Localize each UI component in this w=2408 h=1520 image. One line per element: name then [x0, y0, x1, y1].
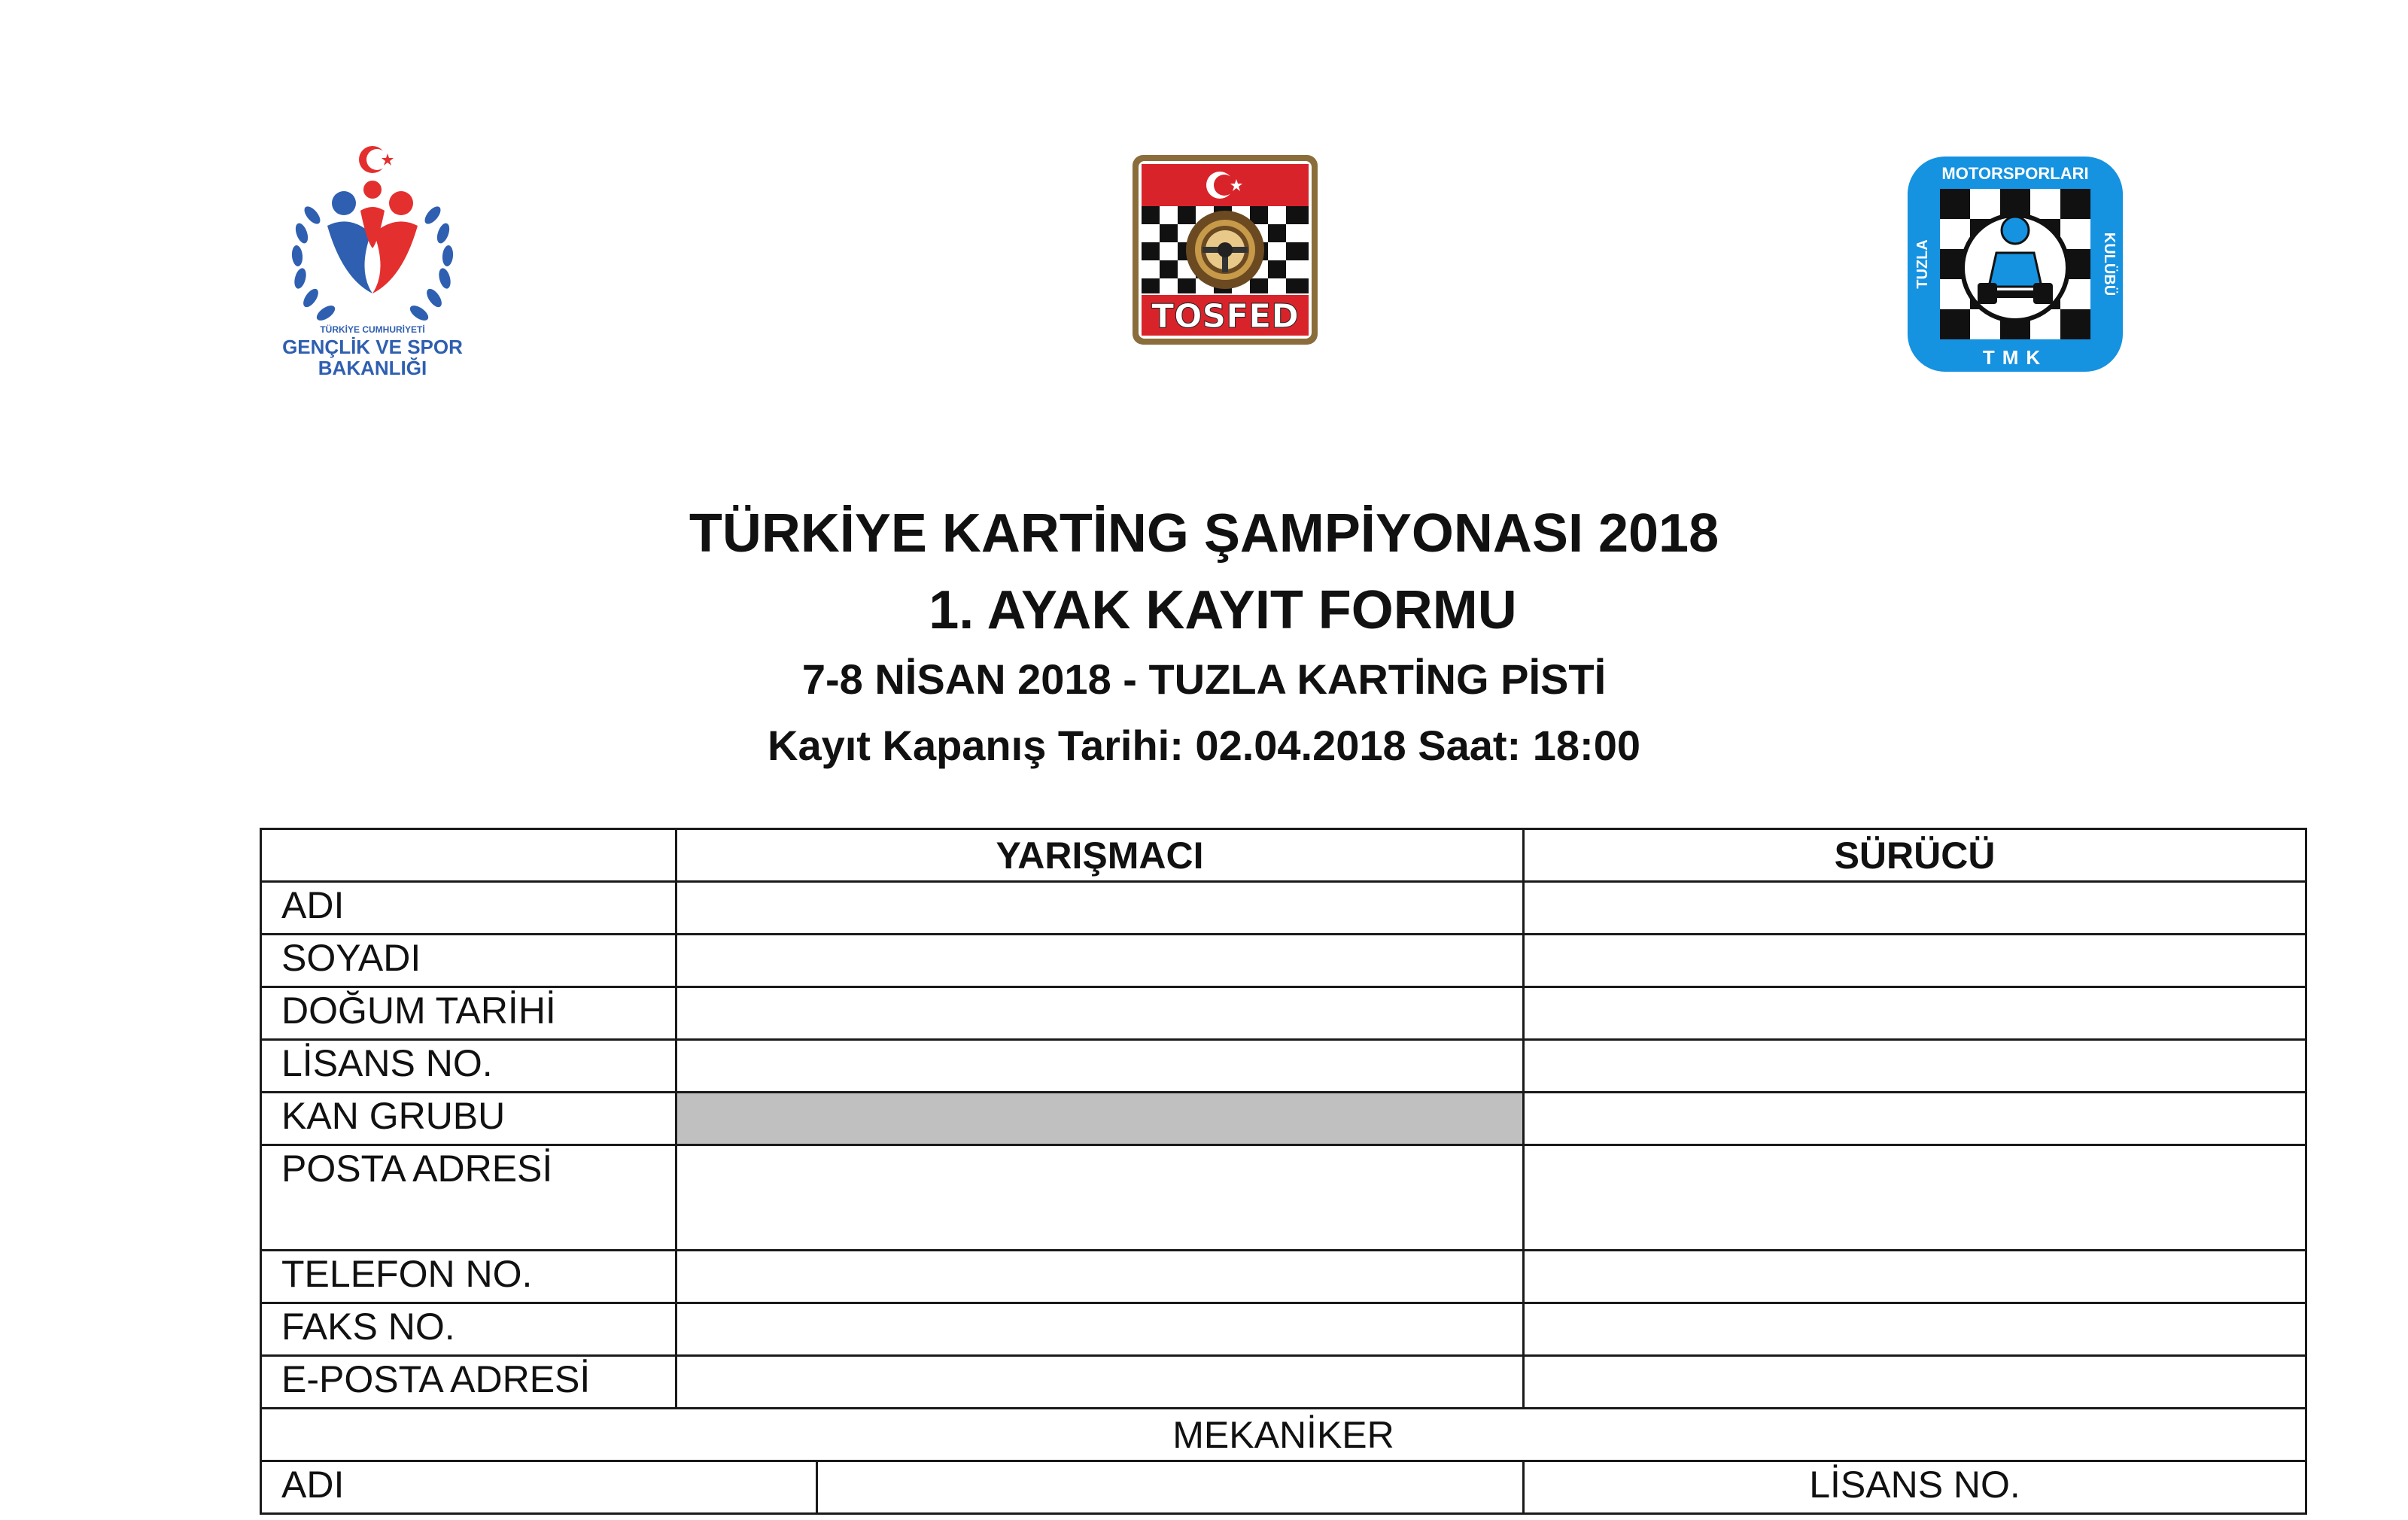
genclik-ve-spor-bakanligi-logo	[282, 143, 463, 384]
table-row	[261, 1303, 2306, 1356]
tmk-logo-top-text: MOTORSPORLARI	[1941, 164, 2089, 183]
tosfed-logo	[1131, 154, 1319, 346]
mechanic-section-label: MEKANİKER	[261, 1409, 2306, 1461]
row-label: ADI	[261, 882, 676, 935]
row-label: TELEFON NO.	[261, 1251, 676, 1303]
gsb-logo-line1: TÜRKİYE CUMHURİYETİ	[320, 324, 425, 335]
yarismaci-kan-grubu-disabled-cell	[676, 1093, 1524, 1145]
mechanic-name-field[interactable]	[817, 1461, 1524, 1514]
tosfed-logo-text: TOSFED	[1151, 297, 1299, 336]
table-row	[261, 1040, 2306, 1093]
surucu-kan-grubu-field[interactable]	[1524, 1093, 2306, 1145]
row-label: FAKS NO.	[261, 1303, 676, 1356]
surucu-lisans-no-field[interactable]	[1524, 1040, 2306, 1093]
surucu-faks-no-field[interactable]	[1524, 1303, 2306, 1356]
form-subtitle: 1. AYAK KAYIT FORMU	[929, 580, 1517, 640]
table-header-row	[261, 829, 2306, 882]
surucu-e-posta-field[interactable]	[1524, 1356, 2306, 1409]
surucu-dogum-tarihi-field[interactable]	[1524, 987, 2306, 1040]
column-header-yarismaci: YARIŞMACI	[676, 829, 1524, 882]
table-row	[261, 1145, 2306, 1251]
yarismaci-e-posta-field[interactable]	[676, 1356, 1524, 1409]
mechanic-section-row	[261, 1409, 2306, 1461]
surucu-soyadi-field[interactable]	[1524, 935, 2306, 987]
yarismaci-telefon-no-field[interactable]	[676, 1251, 1524, 1303]
row-label: LİSANS NO.	[261, 1040, 676, 1093]
yarismaci-faks-no-field[interactable]	[676, 1303, 1524, 1356]
row-label: SOYADI	[261, 935, 676, 987]
table-row	[261, 1356, 2306, 1409]
column-header-surucu: SÜRÜCÜ	[1524, 829, 2306, 882]
gsb-logo-line2: GENÇLİK VE SPOR	[282, 336, 463, 358]
gsb-logo-line3: BAKANLIĞI	[318, 357, 427, 379]
table-row	[261, 882, 2306, 935]
row-label: E-POSTA ADRESİ	[261, 1356, 676, 1409]
table-row	[261, 1251, 2306, 1303]
row-label: POSTA ADRESİ	[261, 1145, 676, 1251]
yarismaci-dogum-tarihi-field[interactable]	[676, 987, 1524, 1040]
row-label: KAN GRUBU	[261, 1093, 676, 1145]
registration-form-table	[260, 828, 2307, 1515]
mechanic-name-label: ADI	[261, 1461, 817, 1514]
surucu-adi-field[interactable]	[1524, 882, 2306, 935]
yarismaci-lisans-no-field[interactable]	[676, 1040, 1524, 1093]
surucu-posta-adresi-field[interactable]	[1524, 1145, 2306, 1251]
table-row	[261, 935, 2306, 987]
tuzla-motorsporlari-kulubu-logo	[1906, 155, 2124, 373]
tmk-logo-bottom-text: TMK	[1982, 346, 2048, 369]
tmk-logo-right-text: KULÜBÜ	[2101, 232, 2118, 296]
mechanic-license-label: LİSANS NO.	[1524, 1461, 2306, 1514]
table-row	[261, 987, 2306, 1040]
registration-closing-date: Kayıt Kapanış Tarihi: 02.04.2018 Saat: 18:00	[768, 722, 1640, 769]
event-date-location: 7-8 NİSAN 2018 - TUZLA KARTİNG PİSTİ	[801, 655, 1607, 703]
yarismaci-posta-adresi-field[interactable]	[676, 1145, 1524, 1251]
page-title: TÜRKİYE KARTİNG ŞAMPİYONASI 2018	[689, 503, 1719, 564]
yarismaci-soyadi-field[interactable]	[676, 935, 1524, 987]
surucu-telefon-no-field[interactable]	[1524, 1251, 2306, 1303]
table-row	[261, 1093, 2306, 1145]
tmk-logo-left-text: TUZLA	[1914, 239, 1931, 289]
row-label: DOĞUM TARİHİ	[261, 987, 676, 1040]
yarismaci-adi-field[interactable]	[676, 882, 1524, 935]
empty-header-cell	[261, 829, 676, 882]
mechanic-row	[261, 1461, 2306, 1514]
